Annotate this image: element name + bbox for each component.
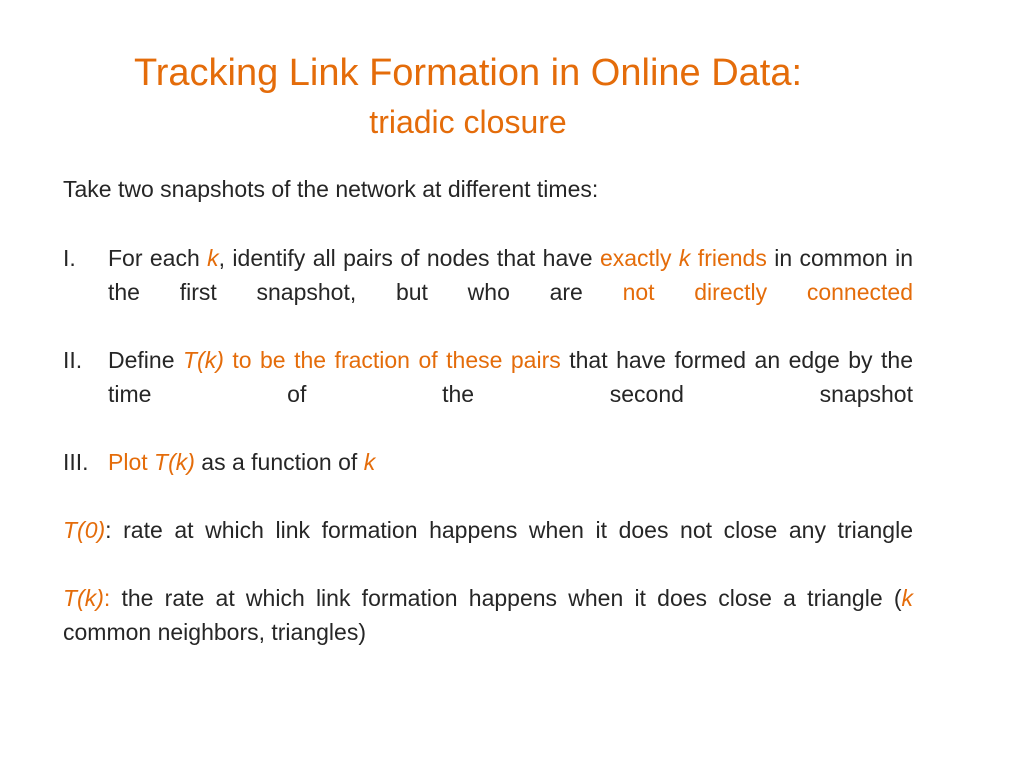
text-run: , identify all pairs of nodes that have xyxy=(218,245,600,271)
item-text xyxy=(108,445,913,479)
text-run: Define xyxy=(108,347,183,373)
variable-k: k xyxy=(207,245,219,271)
variable-k: k xyxy=(363,449,376,475)
list-item-3 xyxy=(63,445,913,479)
term-tk: T(k) xyxy=(63,585,104,611)
text-run: For each xyxy=(108,245,208,271)
variable-tk: T(k) xyxy=(154,449,195,475)
variable-k: k xyxy=(678,245,691,271)
variable-tk: T(k) xyxy=(182,347,224,373)
list-item-2 xyxy=(63,343,913,445)
term-t0: T(0) xyxy=(63,517,106,543)
slide-subtitle: triadic closure xyxy=(369,104,567,140)
definition-tk xyxy=(63,581,913,649)
variable-k: k xyxy=(901,585,913,611)
item-text xyxy=(108,241,913,343)
highlight-text: friends xyxy=(690,245,767,271)
item-text xyxy=(108,343,913,445)
text-run: as a function of xyxy=(194,449,364,475)
slide-title: Tracking Link Formation in Online Data: xyxy=(133,52,803,94)
item-numeral: III. xyxy=(63,449,89,475)
item-numeral: II. xyxy=(63,347,83,373)
highlight-text: not directly connected xyxy=(622,279,913,305)
text-run: that have formed an edge by the time of the second snapshot xyxy=(108,347,914,407)
item-numeral: I. xyxy=(63,245,76,271)
definition-t0 xyxy=(63,513,913,581)
highlight-text: Plot xyxy=(108,449,155,475)
highlight-text: to be the fraction of these pairs xyxy=(223,347,561,373)
text-run: the rate at which link formation happens when it does close a triangle ( xyxy=(110,585,902,611)
highlight-text: exactly xyxy=(599,245,679,271)
text-run: common neighbors, triangles) xyxy=(63,619,366,645)
text-run: : rate at which link formation happens when it does not close any triangle xyxy=(105,517,913,543)
text-run: in common in the first snapshot, but who are xyxy=(108,245,913,305)
intro-text: Take two snapshots of the network at different times: xyxy=(63,176,599,202)
list-item-1 xyxy=(63,241,913,343)
highlight-colon: : xyxy=(103,585,111,611)
